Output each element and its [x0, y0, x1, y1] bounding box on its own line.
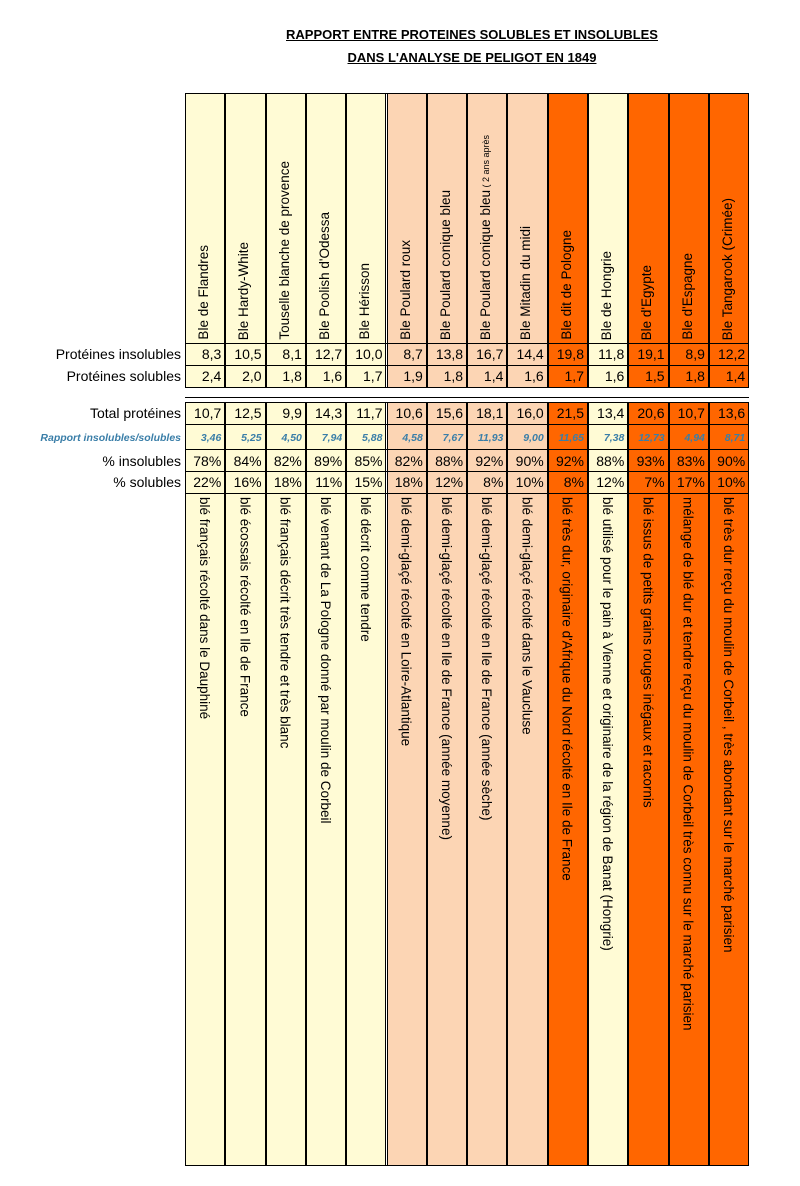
cell-pct-solubles: 10%	[507, 472, 547, 494]
cell-pct-solubles: 8%	[467, 472, 507, 494]
cell-pct-insolubles: 83%	[669, 451, 709, 472]
column-name: Ble Tangarook (Crimée)	[719, 197, 735, 340]
cell-pct-solubles: 11%	[306, 472, 346, 494]
column-name: Touselle blanche de provence	[276, 161, 292, 340]
cell-pct-insolubles: 92%	[548, 451, 588, 472]
column-description: blé demi-glaçé récolté en Loire-Atlantique	[398, 497, 414, 747]
column-name: Ble dit de Pologne	[558, 230, 574, 340]
cell-ratio: 12,73	[628, 428, 668, 450]
grid-line	[185, 387, 749, 388]
cell-solubles: 1,8	[266, 366, 306, 388]
column-name: Ble de Hongrie	[599, 250, 614, 340]
cell-pct-solubles: 7%	[628, 472, 668, 494]
cell-pct-insolubles: 89%	[306, 451, 346, 472]
column-name-note: ( 2 ans après	[481, 134, 492, 190]
column-header	[476, 135, 496, 340]
column-header	[315, 212, 335, 340]
cell-ratio: 3,46	[185, 428, 225, 450]
cell-solubles: 1,6	[306, 366, 346, 388]
column-description: blé demi-glaçé récolté en Ile de France (année sèche)	[479, 497, 495, 821]
title-line-1: RAPPORT ENTRE PROTEINES SOLUBLES ET INSOLUBLES	[286, 27, 658, 42]
cell-insolubles: 19,8	[548, 344, 588, 366]
cell-ratio: 9,00	[507, 428, 547, 450]
cell-pct-insolubles: 88%	[427, 451, 467, 472]
cell-pct-solubles: 18%	[387, 472, 427, 494]
column-name: Ble de Flandres	[196, 245, 211, 340]
cell-solubles: 1,8	[427, 366, 467, 388]
column-header	[557, 230, 577, 340]
cell-ratio: 7,67	[427, 428, 467, 450]
cell-total: 10,7	[669, 403, 709, 425]
cell-ratio: 7,38	[588, 428, 628, 450]
cell-pct-insolubles: 82%	[266, 451, 306, 472]
column-name: Ble Hérisson	[357, 263, 373, 340]
grid-line	[185, 471, 749, 472]
column-description: blé issus de petits grains rouges inégaux et racornis	[640, 497, 656, 808]
column-name: Ble Mitadin du midi	[518, 225, 534, 340]
column-header	[396, 240, 416, 340]
column-description: blé français décrit très tendre et très blanc	[277, 497, 293, 749]
cell-total: 15,6	[427, 403, 467, 425]
cell-total: 9,9	[266, 403, 306, 425]
column-name: Ble d'Egypte	[639, 264, 655, 340]
grid-line	[185, 449, 749, 450]
cell-pct-insolubles: 84%	[225, 451, 265, 472]
column-description: blé très dur, originaire d'Afrique du Nord récolté en Ile de France	[559, 497, 575, 881]
cell-insolubles: 8,9	[669, 344, 709, 366]
cell-ratio: 5,25	[225, 428, 265, 450]
cell-total: 13,6	[709, 403, 749, 425]
cell-solubles: 1,9	[387, 366, 427, 388]
cell-pct-insolubles: 78%	[185, 451, 225, 472]
cell-solubles: 1,6	[507, 366, 547, 388]
cell-pct-insolubles: 93%	[628, 451, 668, 472]
cell-pct-solubles: 22%	[185, 472, 225, 494]
grid-line	[185, 493, 749, 494]
column-description: mélange de blé dur et tendre reçu du moulin de Corbeil très connu sur le marché parisien	[680, 497, 696, 1031]
title-line-2: DANS L'ANALYSE DE PELIGOT EN 1849	[347, 50, 597, 65]
cell-pct-solubles: 10%	[709, 472, 749, 494]
cell-total: 11,7	[346, 403, 386, 425]
grid-line	[185, 93, 749, 94]
column-description: blé décrit comme tendre	[358, 497, 374, 642]
cell-solubles: 1,5	[628, 366, 668, 388]
cell-insolubles: 8,7	[387, 344, 427, 366]
column-header	[637, 265, 657, 340]
row-label-total: Total protéines	[89, 405, 181, 421]
cell-pct-solubles: 12%	[427, 472, 467, 494]
grid-line	[185, 424, 749, 425]
cell-total: 20,6	[628, 403, 668, 425]
cell-insolubles: 14,4	[507, 344, 547, 366]
row-label-pct-insolubles: % insolubles	[102, 453, 181, 469]
cell-pct-solubles: 16%	[225, 472, 265, 494]
cell-ratio: 11,93	[467, 428, 507, 450]
column-header	[516, 226, 536, 340]
cell-total: 14,3	[306, 403, 346, 425]
cell-pct-insolubles: 90%	[709, 451, 749, 472]
column-header	[718, 198, 738, 340]
cell-ratio: 4,58	[387, 428, 427, 450]
column-description: blé français récolté dans le Dauphiné	[197, 497, 212, 720]
cell-insolubles: 8,3	[185, 344, 225, 366]
cell-total: 21,5	[548, 403, 588, 425]
cell-insolubles: 12,7	[306, 344, 346, 366]
cell-insolubles: 10,5	[225, 344, 265, 366]
cell-solubles: 1,6	[588, 366, 628, 388]
grid-line	[185, 343, 749, 344]
cell-ratio: 5,88	[346, 428, 386, 450]
column-header	[234, 242, 254, 340]
column-header	[597, 251, 617, 340]
column-header	[436, 190, 456, 340]
cell-insolubles: 11,8	[588, 344, 628, 366]
column-description: blé demi-glaçé récolté en Ile de France (année moyenne)	[438, 497, 454, 840]
cell-total: 10,7	[185, 403, 225, 425]
cell-solubles: 1,8	[669, 366, 709, 388]
column-header	[194, 245, 214, 340]
cell-ratio: 11,65	[548, 428, 588, 450]
cell-insolubles: 12,2	[709, 344, 749, 366]
cell-solubles: 1,7	[548, 366, 588, 388]
cell-solubles: 2,0	[225, 366, 265, 388]
row-label-pct-solubles: % solubles	[113, 474, 181, 490]
cell-insolubles: 19,1	[628, 344, 668, 366]
column-description: blé demi-glaçé récolté dans le Vaucluse	[519, 497, 535, 735]
column-name: Ble d'Espagne	[679, 253, 695, 340]
column-name: Ble Poulard conique bleu	[478, 189, 494, 340]
column-description: blé écossais récolté en Ile de France	[237, 497, 253, 717]
row-label-insolubles: Protéines insolubles	[55, 346, 181, 362]
cell-pct-solubles: 18%	[266, 472, 306, 494]
column-name: Ble Poolish d'Odessa	[316, 212, 332, 340]
cell-pct-insolubles: 92%	[467, 451, 507, 472]
column-description: blé utilisé pour le pain à Vienne et originaire de la région de Banat (Hongrie)	[600, 497, 615, 951]
column-name: Ble Poulard conique bleu	[437, 189, 453, 340]
grid-line	[185, 397, 749, 398]
column-header	[355, 263, 375, 340]
cell-pct-solubles: 8%	[548, 472, 588, 494]
cell-pct-insolubles: 90%	[507, 451, 547, 472]
cell-pct-insolubles: 82%	[387, 451, 427, 472]
cell-total: 13,4	[588, 403, 628, 425]
column-header	[275, 161, 295, 340]
cell-solubles: 1,7	[346, 366, 386, 388]
cell-ratio: 8,71	[709, 428, 749, 450]
cell-solubles: 1,4	[467, 366, 507, 388]
column-name: Ble Poulard roux	[397, 240, 413, 340]
cell-pct-solubles: 17%	[669, 472, 709, 494]
cell-ratio: 4,94	[669, 428, 709, 450]
cell-ratio: 7,94	[306, 428, 346, 450]
column-description: blé venant de La Pologne donné par moulin de Corbeil	[317, 497, 333, 824]
column-description: blé très dur reçu du moulin de Corbeil , très abondant sur le marché parisien	[720, 497, 736, 953]
grid-line	[185, 1165, 749, 1166]
cell-solubles: 1,4	[709, 366, 749, 388]
cell-total: 10,6	[387, 403, 427, 425]
cell-pct-insolubles: 85%	[346, 451, 386, 472]
cell-solubles: 2,4	[185, 366, 225, 388]
grid-line	[185, 365, 749, 366]
cell-total: 16,0	[507, 403, 547, 425]
column-name: Ble Hardy-White	[236, 241, 252, 340]
cell-total: 18,1	[467, 403, 507, 425]
cell-insolubles: 10,0	[346, 344, 386, 366]
cell-insolubles: 8,1	[266, 344, 306, 366]
row-label-ratio: Rapport insolubles/solubles	[40, 432, 181, 444]
cell-pct-solubles: 12%	[588, 472, 628, 494]
cell-total: 12,5	[225, 403, 265, 425]
cell-pct-insolubles: 88%	[588, 451, 628, 472]
cell-insolubles: 16,7	[467, 344, 507, 366]
cell-insolubles: 13,8	[427, 344, 467, 366]
column-header	[678, 253, 698, 340]
row-label-solubles: Protéines solubles	[66, 368, 181, 384]
cell-ratio: 4,50	[266, 428, 306, 450]
cell-pct-solubles: 15%	[346, 472, 386, 494]
grid-line	[185, 402, 749, 403]
